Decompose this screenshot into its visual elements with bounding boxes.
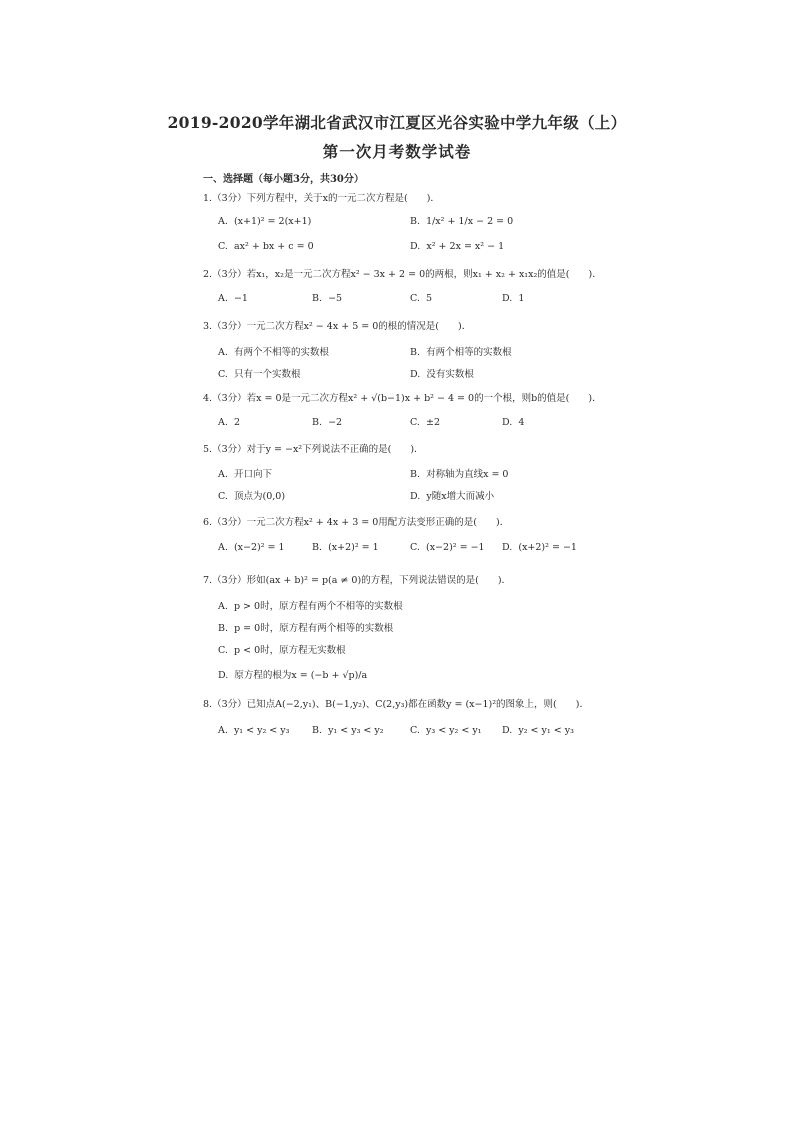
question-3-option-a[interactable]	[218, 344, 329, 358]
option-text: ±2	[426, 417, 441, 428]
option-label: A.	[218, 347, 228, 358]
option-label: B.	[312, 417, 323, 428]
option-label: D.	[502, 725, 513, 736]
option-text: 原方程的根为x = (−b + √p)/a	[234, 670, 368, 681]
question-8-stem	[203, 696, 589, 710]
option-text: (x−2)² = −1	[426, 542, 485, 553]
question-points: （3分）	[212, 193, 247, 204]
exam-title-line2: 第一次月考数学试卷	[322, 142, 472, 161]
question-3-option-d[interactable]	[410, 366, 474, 380]
question-4-option-b[interactable]	[312, 417, 342, 428]
question-8-option-c[interactable]	[410, 725, 482, 736]
question-number: 3.	[203, 321, 213, 332]
question-6-stem	[203, 514, 509, 528]
question-number: 7.	[203, 575, 213, 586]
option-label: A.	[218, 216, 228, 227]
question-2-option-a[interactable]	[218, 293, 248, 304]
question-points: （3分）	[212, 517, 247, 528]
question-1-option-a[interactable]	[218, 216, 311, 227]
question-points: （3分）	[212, 393, 247, 404]
option-label: C.	[218, 369, 228, 380]
question-number: 8.	[203, 699, 213, 710]
option-label: B.	[312, 725, 323, 736]
option-label: C.	[218, 491, 228, 502]
option-label: C.	[218, 645, 228, 656]
question-3-option-c[interactable]	[218, 366, 301, 380]
option-text: 开口向下	[233, 469, 272, 480]
question-number: 5.	[203, 444, 213, 455]
question-4-option-c[interactable]	[410, 417, 440, 428]
question-points: （3分）	[212, 444, 247, 455]
option-text: x² + 2x = x² − 1	[426, 241, 505, 252]
option-text: y₁ < y₂ < y₃	[233, 725, 290, 736]
option-text: 1/x² + 1/x − 2 = 0	[426, 216, 514, 227]
question-6-option-c[interactable]	[410, 542, 485, 553]
question-6-option-a[interactable]	[218, 542, 285, 553]
option-text: 对称轴为直线x = 0	[426, 469, 509, 480]
question-text: 若x₁，x₂是一元二次方程x² − 3x + 2 = 0的两根，则x₁ + x₂ + x₁x₂的值是( )．	[246, 269, 602, 280]
question-5-option-d[interactable]	[410, 488, 494, 502]
question-number: 1.	[203, 193, 213, 204]
option-text: y₁ < y₃ < y₂	[328, 725, 384, 736]
option-text: 5	[426, 293, 433, 304]
option-label: A.	[218, 542, 228, 553]
option-text: −2	[328, 417, 343, 428]
question-5-option-b[interactable]	[410, 466, 508, 480]
option-label: A.	[218, 725, 228, 736]
question-8-option-a[interactable]	[218, 725, 289, 736]
option-text: 没有实数根	[426, 369, 474, 380]
option-label: A.	[218, 417, 228, 428]
option-label: B.	[312, 542, 323, 553]
question-5-option-c[interactable]	[218, 488, 285, 502]
question-3-stem	[203, 318, 471, 332]
option-label: B.	[218, 623, 229, 634]
option-label: D.	[410, 369, 421, 380]
option-text: y₃ < y₂ < y₁	[426, 725, 482, 736]
question-text: 若x = 0是一元二次方程x² + √(b−1)x + b² − 4 = 0的一个根，则b的值是( )．	[246, 393, 602, 404]
question-8-option-d[interactable]	[502, 725, 574, 736]
question-3-option-b[interactable]	[410, 344, 512, 358]
question-2-stem	[203, 266, 602, 280]
option-text: 只有一个实数根	[234, 369, 301, 380]
question-points: （3分）	[212, 699, 247, 710]
option-text: y随x增大而减小	[426, 491, 495, 502]
question-4-option-a[interactable]	[218, 417, 240, 428]
question-number: 6.	[203, 517, 213, 528]
section-heading-choice: 一、选择题（每小题3分，共30分）	[203, 174, 364, 185]
question-2-option-c[interactable]	[410, 293, 432, 304]
option-text: p > 0时，原方程有两个不相等的实数根	[233, 601, 403, 612]
option-text: (x+2)² = 1	[328, 542, 379, 553]
option-text: p < 0时，原方程无实数根	[234, 645, 346, 656]
option-text: p = 0时，原方程有两个相等的实数根	[234, 623, 394, 634]
option-label: A.	[218, 601, 228, 612]
option-text: y₂ < y₁ < y₃	[518, 725, 574, 736]
question-6-option-b[interactable]	[312, 542, 379, 553]
question-text: 已知点A(−2,y₁)、B(−1,y₂)、C(2,y₃)都在函数y = (x−1)²的图象上，则( )．	[246, 699, 589, 710]
option-label: D.	[502, 417, 513, 428]
question-1-option-c[interactable]	[218, 241, 314, 252]
exam-title-line1: 2019-2020学年湖北省武汉市江夏区光谷实验中学九年级（上）	[167, 113, 627, 132]
option-label: A.	[218, 469, 228, 480]
option-label: D.	[410, 241, 421, 252]
question-text: 对于y = −x²下列说法不正确的是( )．	[246, 444, 424, 455]
option-label: D.	[502, 293, 513, 304]
option-text: 顶点为(0,0)	[234, 491, 286, 502]
option-label: B.	[312, 293, 323, 304]
option-label: C.	[410, 725, 420, 736]
option-label: B.	[410, 347, 421, 358]
option-label: D.	[218, 670, 229, 681]
question-points: （3分）	[212, 269, 247, 280]
option-text: (x+2)² = −1	[518, 542, 577, 553]
question-2-option-b[interactable]	[312, 293, 342, 304]
option-label: C.	[410, 542, 420, 553]
question-7-option-a[interactable]	[218, 598, 403, 612]
question-8-option-b[interactable]	[312, 725, 384, 736]
option-text: ax² + bx + c = 0	[234, 241, 314, 252]
question-text: 形如(ax + b)² = p(a ≠ 0)的方程，下列说法错误的是( )．	[246, 575, 512, 586]
question-6-option-d[interactable]	[502, 542, 577, 553]
option-text: 4	[518, 417, 525, 428]
question-text: 一元二次方程x² − 4x + 5 = 0的根的情况是( )．	[246, 321, 472, 332]
question-number: 2.	[203, 269, 213, 280]
question-text: 一元二次方程x² + 4x + 3 = 0用配方法变形正确的是( )．	[246, 517, 510, 528]
question-text: 下列方程中，关于x的一元二次方程是( )．	[246, 193, 440, 204]
option-text: 有两个相等的实数根	[426, 347, 512, 358]
option-label: B.	[410, 469, 421, 480]
option-text: 有两个不相等的实数根	[233, 347, 329, 358]
option-label: B.	[410, 216, 421, 227]
option-text: −5	[328, 293, 343, 304]
option-label: D.	[502, 542, 513, 553]
question-7-option-b[interactable]	[218, 620, 393, 634]
option-text: 2	[233, 417, 240, 428]
option-text: −1	[233, 293, 248, 304]
option-text: (x−2)² = 1	[233, 542, 285, 553]
option-label: C.	[410, 293, 420, 304]
option-label: A.	[218, 293, 228, 304]
question-1-stem	[203, 190, 440, 204]
question-7-option-c[interactable]	[218, 642, 346, 656]
question-points: （3分）	[212, 575, 247, 586]
question-5-stem	[203, 441, 424, 455]
question-1-option-b[interactable]	[410, 216, 513, 227]
question-4-stem	[203, 390, 602, 404]
option-text: (x+1)² = 2(x+1)	[233, 216, 312, 227]
question-points: （3分）	[212, 321, 247, 332]
question-4-option-d[interactable]	[502, 417, 524, 428]
question-1-option-d[interactable]	[410, 241, 504, 252]
option-text: 1	[518, 293, 525, 304]
option-label: C.	[410, 417, 420, 428]
question-5-option-a[interactable]	[218, 466, 272, 480]
question-7-stem	[203, 572, 511, 586]
question-7-option-d[interactable]	[218, 667, 367, 681]
option-label: D.	[410, 491, 421, 502]
option-label: C.	[218, 241, 228, 252]
question-2-option-d[interactable]	[502, 293, 524, 304]
question-number: 4.	[203, 393, 213, 404]
